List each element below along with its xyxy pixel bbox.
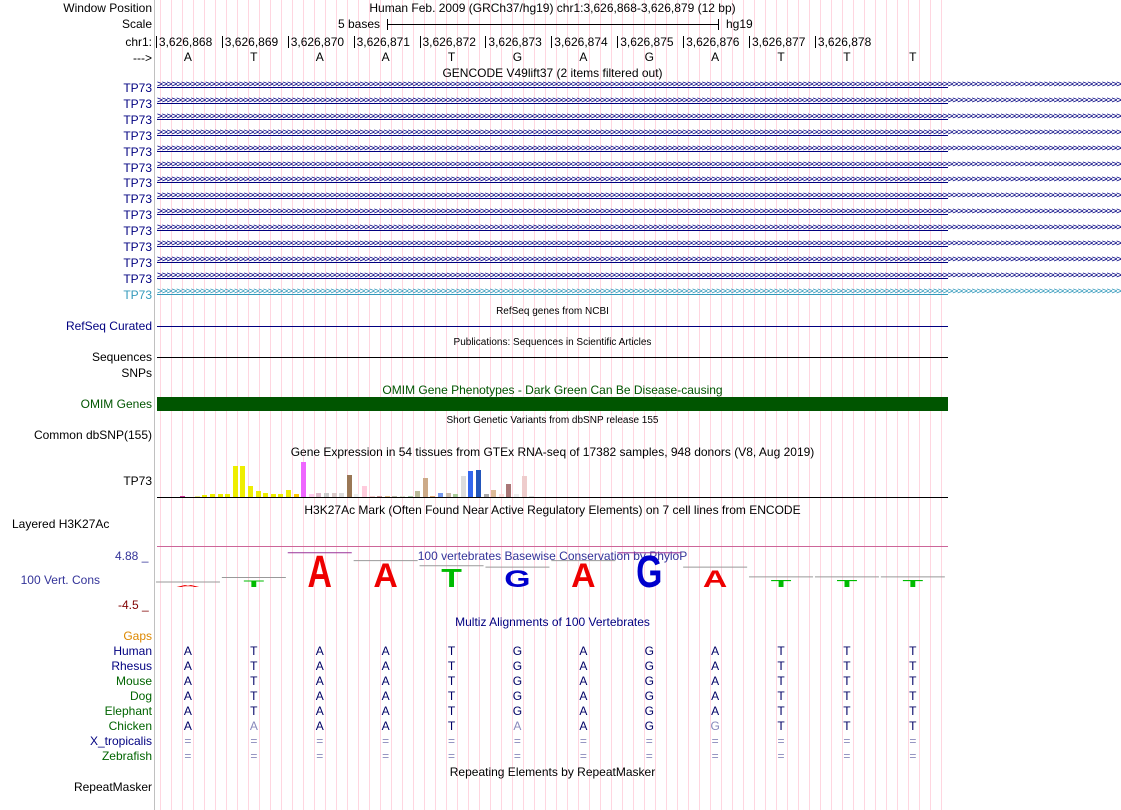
- gencode-transcript-feature[interactable]: >>>>>>>>>>>>>>>>>>>>>>>>>>>>>>>>>>>>>>>>>>>>>>>>>>>>>>>>>>>>>>>>>>>>>>>>>>>>>>>>>>>>>>>>>>>>>>>>>>>>>>>>>>>>>>>>>>>>>>>>>>>>>>>>>>>>>>>>>>>>>>>>>>>>>>>>>>>>>>>>>>>>>>>>>>>>>>>>>>>>>>>>>>>>>>>>>>>>>>>>: [157, 190, 1121, 202]
- alignment-base: G: [644, 659, 654, 673]
- coordinate-label: 3,626,871: [356, 35, 410, 49]
- alignment-base: A: [315, 689, 324, 703]
- gtex-tissue-bar[interactable]: [347, 475, 352, 498]
- alignment-base: T: [250, 689, 258, 703]
- alignment-base: T: [447, 704, 456, 718]
- alignment-base: A: [579, 674, 588, 688]
- base-letter: A: [711, 50, 720, 64]
- alignment-base: =: [184, 734, 192, 748]
- alignment-base: T: [843, 719, 851, 733]
- gtex-tissue-bar[interactable]: [301, 462, 306, 498]
- conservation-logo-letter: A: [373, 557, 398, 595]
- refseq-track-title[interactable]: RefSeq genes from NCBI: [496, 306, 609, 317]
- publications-track-title[interactable]: Publications: Sequences in Scientific Articles: [453, 337, 652, 348]
- alignment-base: =: [448, 749, 456, 763]
- label-divider: [154, 0, 155, 810]
- coordinate-label: 3,626,876: [686, 35, 740, 49]
- gencode-transcript-feature[interactable]: >>>>>>>>>>>>>>>>>>>>>>>>>>>>>>>>>>>>>>>>>>>>>>>>>>>>>>>>>>>>>>>>>>>>>>>>>>>>>>>>>>>>>>>>>>>>>>>>>>>>>>>>>>>>>>>>>>>>>>>>>>>>>>>>>>>>>>>>>>>>>>>>>>>>>>>>>>>>>>>>>>>>>>>>>>>>>>>>>>>>>>>>>>>>>>>>>>>>>>>>: [157, 126, 1121, 138]
- conservation-track-title[interactable]: 100 vertebrates Basewise Conservation by PhyloP: [417, 549, 688, 563]
- alignment-base: G: [644, 689, 654, 703]
- conservation-logo[interactable]: [155, 547, 950, 598]
- sequences-label[interactable]: Sequences: [91, 350, 152, 364]
- scale-bar: [387, 24, 718, 25]
- alignment-base: T: [777, 719, 785, 733]
- species-label[interactable]: X_tropicalis: [89, 734, 152, 748]
- multiz-track-title[interactable]: Multiz Alignments of 100 Vertebrates: [455, 615, 650, 629]
- gencode-transcript-feature[interactable]: >>>>>>>>>>>>>>>>>>>>>>>>>>>>>>>>>>>>>>>>>>>>>>>>>>>>>>>>>>>>>>>>>>>>>>>>>>>>>>>>>>>>>>>>>>>>>>>>>>>>>>>>>>>>>>>>>>>>>>>>>>>>>>>>>>>>>>>>>>>>>>>>>>>>>>>>>>>>>>>>>>>>>>>>>>>>>>>>>>>>>>>>>>>>>>>>>>>>>>>>: [157, 285, 1121, 297]
- gencode-transcript-feature[interactable]: >>>>>>>>>>>>>>>>>>>>>>>>>>>>>>>>>>>>>>>>>>>>>>>>>>>>>>>>>>>>>>>>>>>>>>>>>>>>>>>>>>>>>>>>>>>>>>>>>>>>>>>>>>>>>>>>>>>>>>>>>>>>>>>>>>>>>>>>>>>>>>>>>>>>>>>>>>>>>>>>>>>>>>>>>>>>>>>>>>>>>>>>>>>>>>>>>>>>>>>>: [157, 269, 1121, 281]
- conservation-logo-letter: T: [441, 564, 462, 594]
- alignment-base: A: [579, 689, 588, 703]
- refseq-feature[interactable]: [157, 326, 948, 327]
- alignment-base: T: [777, 644, 785, 658]
- alignment-base: A: [579, 704, 588, 718]
- alignment-base: A: [711, 704, 720, 718]
- alignment-base: A: [249, 719, 258, 733]
- gencode-transcript-feature[interactable]: >>>>>>>>>>>>>>>>>>>>>>>>>>>>>>>>>>>>>>>>>>>>>>>>>>>>>>>>>>>>>>>>>>>>>>>>>>>>>>>>>>>>>>>>>>>>>>>>>>>>>>>>>>>>>>>>>>>>>>>>>>>>>>>>>>>>>>>>>>>>>>>>>>>>>>>>>>>>>>>>>>>>>>>>>>>>>>>>>>>>>>>>>>>>>>>>>>>>>>>>: [157, 79, 1121, 90]
- species-label[interactable]: Chicken: [108, 719, 152, 733]
- cons-ymin-label: -4.5 _: [118, 598, 149, 612]
- coordinate-tick: [683, 36, 684, 48]
- alignment-base: A: [183, 659, 192, 673]
- conservation-logo-letter: G: [504, 565, 531, 593]
- gtex-tissue-bar[interactable]: [522, 476, 527, 498]
- alignment-base: T: [777, 689, 785, 703]
- alignment-base: =: [843, 734, 851, 748]
- gtex-gene-label[interactable]: TP73: [123, 474, 152, 488]
- base-letter: A: [579, 50, 588, 64]
- gencode-transcript-feature[interactable]: >>>>>>>>>>>>>>>>>>>>>>>>>>>>>>>>>>>>>>>>>>>>>>>>>>>>>>>>>>>>>>>>>>>>>>>>>>>>>>>>>>>>>>>>>>>>>>>>>>>>>>>>>>>>>>>>>>>>>>>>>>>>>>>>>>>>>>>>>>>>>>>>>>>>>>>>>>>>>>>>>>>>>>>>>>>>>>>>>>>>>>>>>>>>>>>>>>>>>>>>: [157, 142, 1121, 154]
- gtex-tissue-bar[interactable]: [461, 476, 466, 498]
- gencode-track-title[interactable]: GENCODE V49lift37 (2 items filtered out): [442, 66, 663, 80]
- conservation-logo-letter: A: [175, 584, 201, 588]
- omim-track-title[interactable]: OMIM Gene Phenotypes - Dark Green Can Be Disease-causing: [382, 383, 723, 397]
- alignment-base: T: [843, 674, 851, 688]
- alignment-base: =: [645, 734, 653, 748]
- alignment-base: A: [315, 644, 324, 658]
- gtex-tissue-bar[interactable]: [506, 484, 511, 498]
- alignment-base: T: [909, 704, 917, 718]
- alignment-base: G: [512, 689, 523, 703]
- alignment-base: G: [644, 704, 654, 718]
- alignment-base: T: [909, 659, 917, 673]
- gencode-transcript-label[interactable]: TP73: [123, 96, 152, 111]
- alignment-base: A: [711, 689, 720, 703]
- coordinate-label: 3,626,878: [817, 35, 872, 49]
- alignment-base: G: [512, 659, 523, 673]
- alignment-base: =: [843, 749, 851, 763]
- alignment-base: G: [644, 719, 654, 733]
- base-letter: T: [909, 50, 917, 64]
- gencode-transcript-label[interactable]: TP73: [123, 176, 152, 191]
- coordinate-tick: [354, 36, 355, 48]
- alignment-base: T: [447, 659, 456, 673]
- coordinate-tick: [815, 36, 816, 48]
- h3k27ac-baseline: [157, 546, 948, 547]
- coordinate-label: 3,626,870: [290, 35, 345, 49]
- gencode-transcript-label[interactable]: TP73: [123, 112, 152, 127]
- alignment-base: =: [579, 734, 587, 748]
- alignment-base: T: [447, 674, 456, 688]
- alignment-base: =: [448, 734, 456, 748]
- conservation-logo-letter: A: [702, 565, 728, 593]
- scale-bar-right-tick: [718, 19, 719, 30]
- alignment-base: A: [381, 659, 390, 673]
- repeatmasker-track-title[interactable]: Repeating Elements by RepeatMasker: [449, 765, 656, 779]
- alignment-base: A: [315, 704, 324, 718]
- gencode-transcript-feature[interactable]: >>>>>>>>>>>>>>>>>>>>>>>>>>>>>>>>>>>>>>>>>>>>>>>>>>>>>>>>>>>>>>>>>>>>>>>>>>>>>>>>>>>>>>>>>>>>>>>>>>>>>>>>>>>>>>>>>>>>>>>>>>>>>>>>>>>>>>>>>>>>>>>>>>>>>>>>>>>>>>>>>>>>>>>>>>>>>>>>>>>>>>>>>>>>>>>>>>>>>>>>: [157, 238, 1121, 249]
- alignment-base: T: [447, 644, 456, 658]
- species-label[interactable]: Human: [113, 644, 152, 658]
- gtex-tissue-bar[interactable]: [423, 478, 428, 498]
- conservation-label[interactable]: 100 Vert. Cons: [20, 573, 100, 587]
- base-letter: G: [512, 50, 523, 64]
- gencode-transcript-feature[interactable]: >>>>>>>>>>>>>>>>>>>>>>>>>>>>>>>>>>>>>>>>>>>>>>>>>>>>>>>>>>>>>>>>>>>>>>>>>>>>>>>>>>>>>>>>>>>>>>>>>>>>>>>>>>>>>>>>>>>>>>>>>>>>>>>>>>>>>>>>>>>>>>>>>>>>>>>>>>>>>>>>>>>>>>>>>>>>>>>>>>>>>>>>>>>>>>>>>>>>>>>>: [157, 110, 1121, 122]
- base-letter: G: [644, 50, 654, 64]
- alignment-base: A: [315, 659, 324, 673]
- gencode-transcript-label[interactable]: TP73: [123, 128, 152, 143]
- alignment-base: T: [447, 719, 456, 733]
- strand-label: --->: [133, 51, 152, 65]
- coordinate-label: 3,626,868: [158, 35, 213, 49]
- coordinate-tick: [222, 36, 223, 48]
- dbsnp-label[interactable]: Common dbSNP(155): [33, 428, 152, 442]
- refseq-label[interactable]: RefSeq Curated: [65, 319, 152, 333]
- gencode-transcript-label[interactable]: TP73: [123, 192, 152, 207]
- alignment-base: =: [711, 734, 719, 748]
- gencode-transcript-label[interactable]: TP73: [123, 224, 152, 239]
- alignment-base: A: [381, 689, 390, 703]
- alignment-base: A: [579, 644, 588, 658]
- alignment-base: A: [315, 719, 324, 733]
- alignment-base: T: [909, 689, 917, 703]
- alignment-base: =: [184, 749, 192, 763]
- alignment-base: T: [909, 674, 917, 688]
- alignment-base: =: [250, 749, 258, 763]
- alignment-base: G: [512, 704, 523, 718]
- gencode-transcript-label[interactable]: TP73: [123, 81, 152, 95]
- alignment-base: G: [644, 644, 654, 658]
- coordinate-label: 3,626,877: [752, 35, 806, 49]
- alignment-base: A: [183, 704, 192, 718]
- alignment-base: =: [316, 749, 324, 763]
- conservation-logo-letter: T: [243, 579, 265, 590]
- alignment-base: =: [250, 734, 258, 748]
- coordinate-label: 3,626,874: [554, 35, 608, 49]
- alignment-base: T: [843, 689, 851, 703]
- alignment-base: T: [909, 644, 917, 658]
- cons-ymax-label: 4.88 _: [115, 549, 149, 563]
- gtex-gene-model: [157, 497, 948, 498]
- base-letter: T: [843, 50, 851, 64]
- gtex-tissue-bar[interactable]: [476, 470, 481, 498]
- alignment-base: T: [777, 659, 785, 673]
- coordinate-tick: [551, 36, 552, 48]
- publications-feature[interactable]: [157, 357, 948, 358]
- coordinate-tick: [288, 36, 289, 48]
- alignment-base: A: [183, 719, 192, 733]
- gencode-transcript-label[interactable]: TP73: [123, 240, 152, 254]
- coordinate-label: 3,626,872: [422, 35, 476, 49]
- alignment-base: T: [250, 659, 258, 673]
- conservation-logo-letter: G: [636, 547, 663, 598]
- alignment-base: T: [250, 704, 258, 718]
- gencode-transcript-label[interactable]: TP73: [123, 208, 152, 223]
- gencode-transcript-feature[interactable]: >>>>>>>>>>>>>>>>>>>>>>>>>>>>>>>>>>>>>>>>>>>>>>>>>>>>>>>>>>>>>>>>>>>>>>>>>>>>>>>>>>>>>>>>>>>>>>>>>>>>>>>>>>>>>>>>>>>>>>>>>>>>>>>>>>>>>>>>>>>>>>>>>>>>>>>>>>>>>>>>>>>>>>>>>>>>>>>>>>>>>>>>>>>>>>>>>>>>>>>>: [157, 174, 1121, 186]
- alignment-base: T: [843, 644, 851, 658]
- alignment-base: =: [909, 749, 917, 763]
- species-label[interactable]: Dog: [129, 689, 152, 703]
- gencode-transcript-feature[interactable]: >>>>>>>>>>>>>>>>>>>>>>>>>>>>>>>>>>>>>>>>>>>>>>>>>>>>>>>>>>>>>>>>>>>>>>>>>>>>>>>>>>>>>>>>>>>>>>>>>>>>>>>>>>>>>>>>>>>>>>>>>>>>>>>>>>>>>>>>>>>>>>>>>>>>>>>>>>>>>>>>>>>>>>>>>>>>>>>>>>>>>>>>>>>>>>>>>>>>>>>>: [157, 158, 1121, 170]
- gtex-bar-chart[interactable]: [172, 460, 542, 498]
- conservation-logo-letter: T: [836, 577, 858, 590]
- coordinate-label: 3,626,875: [620, 35, 674, 49]
- coordinate-tick: [617, 36, 618, 48]
- alignment-base: A: [315, 674, 324, 688]
- alignment-base: A: [711, 674, 720, 688]
- alignment-base: A: [183, 689, 192, 703]
- h3k27ac-track-title[interactable]: H3K27Ac Mark (Often Found Near Active Regulatory Elements) on 7 cell lines from ENCODE: [304, 503, 801, 517]
- base-letter: A: [315, 50, 324, 64]
- alignment-base: =: [909, 734, 917, 748]
- base-letter: T: [250, 50, 258, 64]
- gencode-transcript-label[interactable]: TP73: [123, 271, 152, 286]
- alignment-base: T: [843, 659, 851, 673]
- alignment-base: A: [381, 704, 390, 718]
- coordinate-tick: [156, 36, 157, 48]
- alignment-base: A: [711, 644, 720, 658]
- alignment-base: A: [183, 644, 192, 658]
- base-letter: A: [183, 50, 192, 64]
- alignment-base: T: [909, 719, 917, 733]
- alignment-base: T: [250, 674, 258, 688]
- gencode-transcript-feature[interactable]: >>>>>>>>>>>>>>>>>>>>>>>>>>>>>>>>>>>>>>>>>>>>>>>>>>>>>>>>>>>>>>>>>>>>>>>>>>>>>>>>>>>>>>>>>>>>>>>>>>>>>>>>>>>>>>>>>>>>>>>>>>>>>>>>>>>>>>>>>>>>>>>>>>>>>>>>>>>>>>>>>>>>>>>>>>>>>>>>>>>>>>>>>>>>>>>>>>>>>>>>: [157, 222, 1121, 234]
- conservation-logo-letter: T: [770, 577, 792, 590]
- alignment-base: A: [381, 644, 390, 658]
- base-letter: T: [447, 50, 456, 64]
- alignment-base: A: [579, 719, 588, 733]
- species-label[interactable]: Elephant: [104, 704, 152, 718]
- scale-label: Scale: [121, 17, 152, 31]
- alignment-base: =: [777, 734, 785, 748]
- window-position-label: Window Position: [63, 1, 152, 15]
- alignment-base: G: [512, 644, 523, 658]
- alignment-base: A: [579, 659, 588, 673]
- coordinate-tick: [420, 36, 421, 48]
- species-label[interactable]: Zebrafish: [101, 749, 152, 763]
- alignment-base: A: [711, 659, 720, 673]
- alignment-base: =: [579, 749, 587, 763]
- gencode-transcript-feature[interactable]: >>>>>>>>>>>>>>>>>>>>>>>>>>>>>>>>>>>>>>>>>>>>>>>>>>>>>>>>>>>>>>>>>>>>>>>>>>>>>>>>>>>>>>>>>>>>>>>>>>>>>>>>>>>>>>>>>>>>>>>>>>>>>>>>>>>>>>>>>>>>>>>>>>>>>>>>>>>>>>>>>>>>>>>>>>>>>>>>>>>>>>>>>>>>>>>>>>>>>>>>: [157, 206, 1121, 218]
- coordinate-label: 3,626,873: [488, 35, 542, 49]
- alignment-base: G: [644, 674, 654, 688]
- alignment-base: =: [777, 749, 785, 763]
- repeatmasker-label[interactable]: RepeatMasker: [73, 780, 152, 794]
- alignment-base: G: [710, 719, 720, 733]
- base-letter: T: [777, 50, 785, 64]
- conservation-logo-letter: A: [571, 557, 596, 595]
- alignment-base: T: [843, 704, 851, 718]
- alignment-base: =: [382, 734, 390, 748]
- base-letter: A: [381, 50, 390, 64]
- omim-label[interactable]: OMIM Genes: [80, 397, 152, 411]
- gtex-tissue-bar[interactable]: [468, 471, 473, 498]
- assembly-position-text: Human Feb. 2009 (GRCh37/hg19) chr1:3,626,868-3,626,879 (12 bp): [369, 1, 736, 15]
- gtex-tissue-bar[interactable]: [240, 466, 245, 498]
- alignment-base: =: [645, 749, 653, 763]
- alignment-base: A: [513, 719, 522, 733]
- alignment-base: =: [711, 749, 719, 763]
- alignment-base: T: [447, 689, 456, 703]
- gtex-tissue-bar[interactable]: [233, 466, 238, 498]
- snps-label[interactable]: SNPs: [121, 366, 152, 380]
- species-label[interactable]: Mouse: [115, 674, 152, 688]
- alignment-base: A: [381, 674, 390, 688]
- db-text: hg19: [726, 17, 753, 31]
- gencode-transcript-label[interactable]: TP73: [123, 287, 152, 302]
- alignment-base: T: [250, 644, 258, 658]
- h3k27ac-label[interactable]: Layered H3K27Ac: [12, 517, 110, 531]
- alignment-base: =: [513, 749, 521, 763]
- dbsnp-track-title[interactable]: Short Genetic Variants from dbSNP release 155: [446, 415, 659, 426]
- alignment-base: =: [382, 749, 390, 763]
- chrom-label: chr1:: [125, 35, 152, 49]
- omim-gene-feature[interactable]: [157, 397, 948, 411]
- coordinate-tick: [485, 36, 486, 48]
- coordinate-tick: [749, 36, 750, 48]
- conservation-logo-letter: A: [307, 547, 332, 598]
- alignment-base: G: [512, 674, 523, 688]
- gencode-transcript-label[interactable]: TP73: [123, 255, 152, 270]
- alignment-base: A: [381, 719, 390, 733]
- alignment-base: T: [777, 704, 785, 718]
- alignment-base: =: [316, 734, 324, 748]
- gencode-transcript-feature[interactable]: >>>>>>>>>>>>>>>>>>>>>>>>>>>>>>>>>>>>>>>>>>>>>>>>>>>>>>>>>>>>>>>>>>>>>>>>>>>>>>>>>>>>>>>>>>>>>>>>>>>>>>>>>>>>>>>>>>>>>>>>>>>>>>>>>>>>>>>>>>>>>>>>>>>>>>>>>>>>>>>>>>>>>>>>>>>>>>>>>>>>>>>>>>>>>>>>>>>>>>>>: [157, 94, 1121, 106]
- alignment-base: =: [513, 734, 521, 748]
- coordinate-label: 3,626,869: [224, 35, 279, 49]
- gencode-transcript-label[interactable]: TP73: [123, 160, 152, 175]
- conservation-logo-letter: T: [902, 577, 924, 590]
- scale-text: 5 bases: [338, 17, 381, 31]
- gtex-track-title[interactable]: Gene Expression in 54 tissues from GTEx RNA-seq of 17382 samples, 948 donors (V8, Aug 2019): [290, 445, 815, 459]
- gencode-transcript-feature[interactable]: >>>>>>>>>>>>>>>>>>>>>>>>>>>>>>>>>>>>>>>>>>>>>>>>>>>>>>>>>>>>>>>>>>>>>>>>>>>>>>>>>>>>>>>>>>>>>>>>>>>>>>>>>>>>>>>>>>>>>>>>>>>>>>>>>>>>>>>>>>>>>>>>>>>>>>>>>>>>>>>>>>>>>>>>>>>>>>>>>>>>>>>>>>>>>>>>>>>>>>>>: [157, 253, 1121, 265]
- alignment-base: T: [777, 674, 785, 688]
- species-label[interactable]: Rhesus: [111, 659, 152, 673]
- alignment-base: A: [183, 674, 192, 688]
- gencode-transcript-label[interactable]: TP73: [123, 144, 152, 159]
- scale-bar-left-tick: [387, 19, 388, 30]
- gaps-label[interactable]: Gaps: [123, 629, 152, 643]
